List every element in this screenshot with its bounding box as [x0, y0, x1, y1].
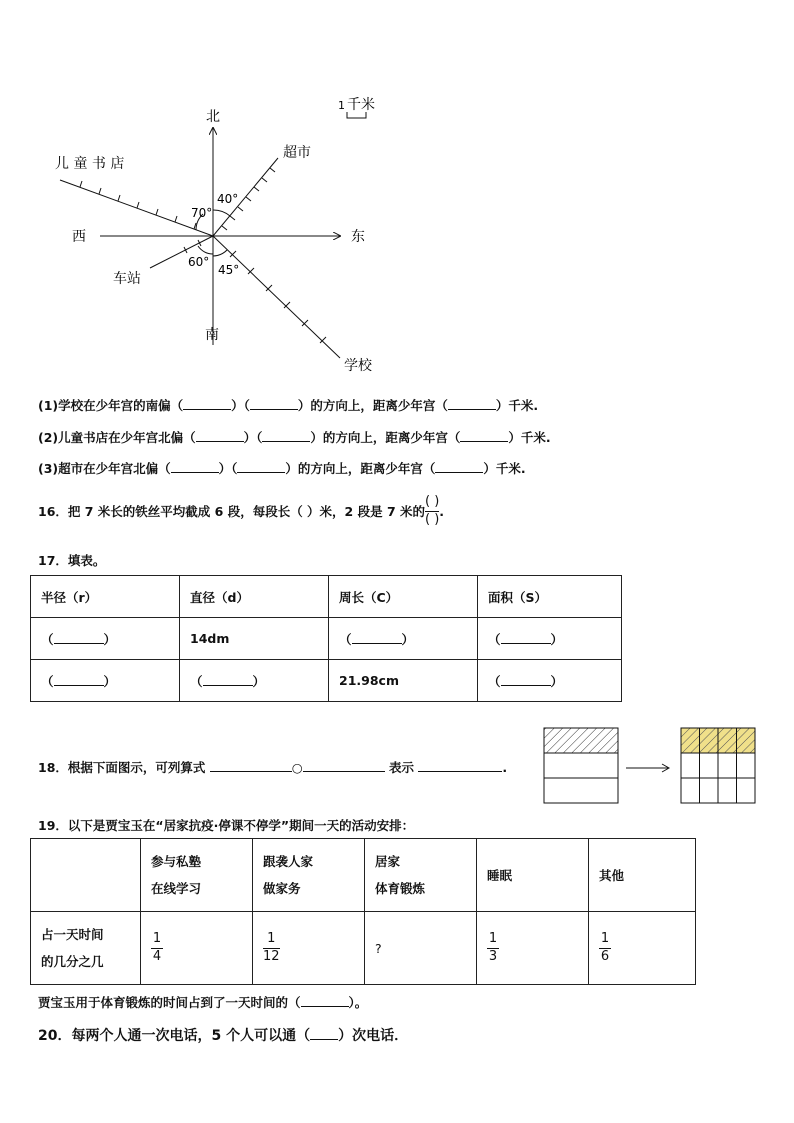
compass-diagram [0, 0, 794, 380]
header-area: 面积（S） [478, 576, 622, 618]
angle-45: 45° [218, 263, 240, 277]
cell-blank[interactable]: （ ） [478, 660, 622, 702]
answer-blank[interactable] [183, 397, 231, 410]
q15-line-3: (3)超市在少年宫北偏（ ）（ ）的方向上，距离少年宫（ ）千米. [38, 461, 526, 476]
label-west: 西 [72, 229, 86, 245]
q17-table [30, 575, 622, 702]
label-east: 东 [351, 229, 365, 245]
scale-number: 1 [338, 99, 345, 112]
label-bookstore: 儿 童 书 店 [55, 156, 125, 172]
q19-question: 贾宝玉用于体育锻炼的时间占到了一天时间的（ ）。 [38, 995, 368, 1010]
cell-diameter: 14dm [180, 618, 329, 660]
cell-fraction: $\frac{1}{12}$ [253, 912, 365, 985]
answer-blank[interactable] [250, 397, 298, 410]
q19-table [30, 838, 696, 985]
angle-70: 70° [191, 206, 213, 220]
answer-blank[interactable] [303, 759, 385, 772]
header-study: 参与私塾 在线学习 [141, 839, 253, 912]
cell-fraction: $\frac{1}{4}$ [141, 912, 253, 985]
header-circumference: 周长（C） [329, 576, 478, 618]
row-label: 占一天时间 的几分之几 [31, 912, 141, 985]
q17-title: 17．填表。 [38, 553, 106, 568]
q16: 16．把 7 米长的铁丝平均截成 6 段，每段长（ ）米，2 段是 7 米的 $\frac{( )}{( )}$ . [38, 494, 445, 527]
label-school: 学校 [344, 358, 372, 374]
answer-blank[interactable] [435, 460, 483, 473]
angle-40: 40° [217, 192, 239, 206]
q18: 18．根据下面图示，可列算式 ○ 表示 . [38, 760, 508, 775]
header-other: 其他 [589, 839, 696, 912]
header-sleep: 睡眠 [477, 839, 589, 912]
answer-blank[interactable] [310, 1027, 338, 1040]
header-exercise: 居家 体育锻炼 [365, 839, 477, 912]
cell-blank[interactable]: （ ） [180, 660, 329, 702]
answer-blank[interactable] [171, 460, 219, 473]
label-north: 北 [206, 109, 220, 125]
answer-blank[interactable] [237, 460, 285, 473]
q15-line-2: (2)儿童书店在少年宫北偏（ ）（ ）的方向上，距离少年宫（ ）千米. [38, 430, 551, 445]
cell-blank[interactable]: （ ） [31, 660, 180, 702]
answer-blank[interactable] [418, 759, 502, 772]
label-south: 南 [205, 327, 219, 343]
cell-blank[interactable]: （ ） [31, 618, 180, 660]
fraction-blank[interactable]: $\frac{( )}{( )}$ [425, 494, 440, 527]
answer-blank[interactable] [448, 397, 496, 410]
label-station: 车站 [113, 271, 141, 287]
answer-blank[interactable] [301, 994, 349, 1007]
answer-blank[interactable] [262, 429, 310, 442]
q19-title: 19．以下是贾宝玉在“居家抗疫·停课不停学”期间一天的活动安排： [38, 818, 415, 833]
angle-60: 60° [188, 255, 210, 269]
header-radius: 半径（r） [31, 576, 180, 618]
cell-blank[interactable]: （ ） [329, 618, 478, 660]
header-housework: 跟袭人家 做家务 [253, 839, 365, 912]
cell-fraction: $\frac{1}{6}$ [589, 912, 696, 985]
label-supermarket: 超市 [283, 145, 311, 161]
header-diameter: 直径（d） [180, 576, 329, 618]
cell-fraction: $\frac{1}{3}$ [477, 912, 589, 985]
q15-line-1: (1)学校在少年宫的南偏（ ）（ ）的方向上，距离少年宫（ ）千米. [38, 398, 539, 413]
answer-blank[interactable] [196, 429, 244, 442]
q18-figure [540, 725, 760, 809]
cell-blank[interactable]: （ ） [478, 618, 622, 660]
scale-unit: 千米 [347, 97, 375, 113]
q20: 20．每两个人通一次电话，5 个人可以通（ ）次电话． [38, 1028, 409, 1044]
empty-cell [31, 839, 141, 912]
cell-circumference: 21.98cm [329, 660, 478, 702]
cell-unknown: ? [365, 912, 477, 985]
answer-blank[interactable] [460, 429, 508, 442]
answer-blank[interactable] [210, 759, 292, 772]
